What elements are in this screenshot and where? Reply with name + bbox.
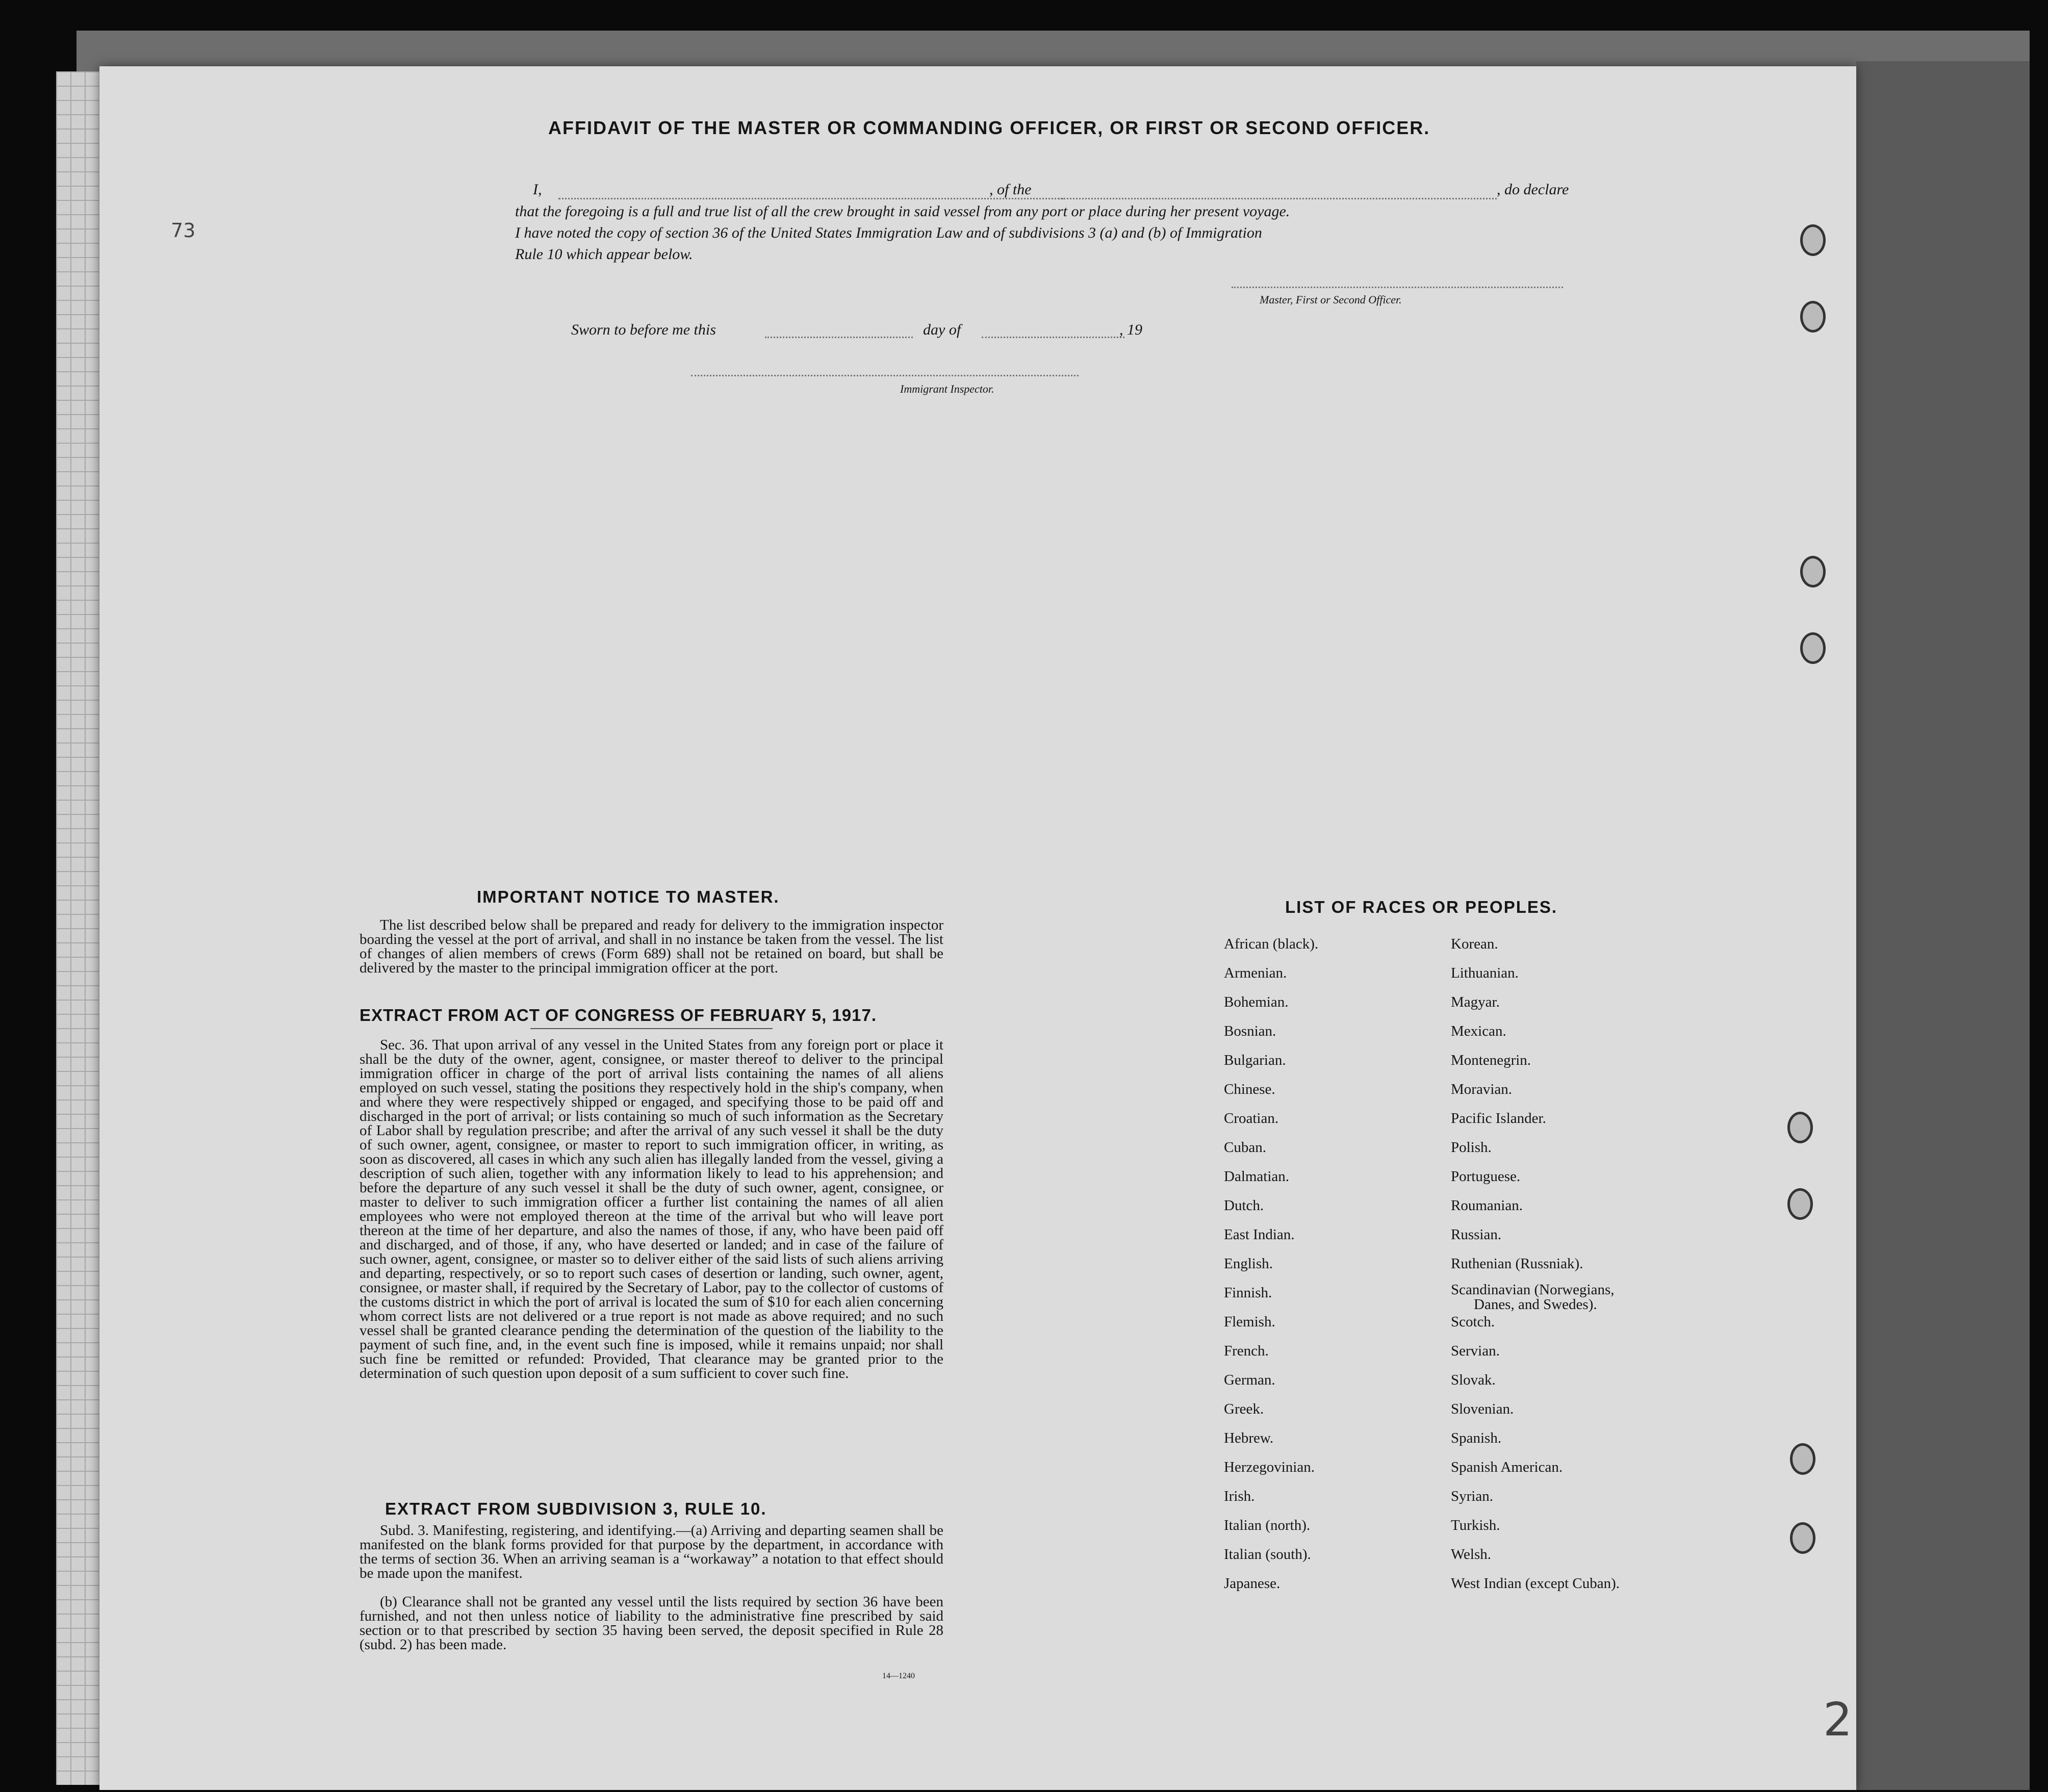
race-item: Armenian. [1224,965,1287,981]
race-item: Bulgarian. [1224,1052,1286,1068]
race-item: French. [1224,1343,1269,1359]
race-item: Croatian. [1224,1110,1279,1127]
signature-label: Master, First or Second Officer. [1260,293,1402,306]
race-item: Roumanian. [1451,1197,1523,1214]
race-item: African (black). [1224,936,1319,952]
affidavit-title: AFFIDAVIT OF THE MASTER OR COMMANDING OFFICER, OR FIRST OR SECOND OFFICER. [548,117,1430,138]
race-item: Hebrew. [1224,1430,1274,1446]
race-item: Syrian. [1451,1488,1493,1504]
day-of-text: day of [923,321,961,338]
race-item: West Indian (except Cuban). [1451,1575,1620,1592]
race-item: Korean. [1451,936,1498,952]
punch-hole [1800,632,1826,664]
act-rule [530,1028,773,1029]
notice-text: The list described below shall be prepared and ready for delivery to the immigration inspector boarding the vessel at the port of arrival, and shall in no instance be taken from the vessel. The list of changes of alien members of crews (Form 689) shall not be retained on board, but shall be delivered by the master to the principal immigration officer at the port. [360,917,943,976]
race-item: Slovak. [1451,1372,1496,1388]
manifest-page [99,66,1856,1790]
race-item: Greek. [1224,1401,1264,1417]
race-item: Ruthenian (Russniak). [1451,1256,1583,1272]
affidavit-line-4: Rule 10 which appear below. [515,246,693,263]
notice-title: IMPORTANT NOTICE TO MASTER. [477,887,780,906]
affidavit-of-the: , of the [989,181,1032,198]
race-item: Mexican. [1451,1023,1506,1039]
race-item: Italian (north). [1224,1517,1311,1533]
rule-para-a: Subd. 3. Manifesting, registering, and identifying.—(a) Arriving and departing seamen shall be manifested on the blank forms provided for that purpose by the department, in accordance with the terms of section 36. When an arriving seaman is a “workaway” a notation to that effect should be made upon the manifest. [360,1522,943,1581]
act-text: Sec. 36. That upon arrival of any vessel in the United States from any foreign port or place it shall be the duty of the owner, agent, consignee, or master thereof to deliver to the principal immigration officer in charge of the port of arrival lists containing the names of all aliens employed on such vessel, stating the positions they respectively hold in the ship's company, when and where they were respectively shipped or engaged, and specifying those to be paid off and discharged in the port of arrival; or lists containing so much of such information as the Secretary of Labor shall by regulation prescribe; and after the arrival of any such vessel it shall be the duty of such owner, agent, consignee, or master to report to such immigration officer, in writing, as soon as discovered, all cases in which any such alien has illegally landed from the vessel, giving a description of such alien, together with any information likely to lead to his apprehension; and before the departure of any such vessel it shall be the duty of such owner, agent, consignee, or master to deliver to such immigration officer a further list containing the names of all alien employees who were not employed thereon at the time of the arrival but who will leave port thereon at the time of her departure, and also the names of those, if any, who have been paid off and discharged, and of those, if any, who have deserted or landed; and in case of the failure of such owner, agent, consignee, or master so to deliver either of the said lists of such aliens arriving and departing, respectively, or so to report such cases of desertion or landing, such owner, agent, consignee, or master shall, if required by the Secretary of Labor, pay to the collector of customs of the customs district in which the port of arrival is located the sum of $10 for each alien concerning whom correct lists are not delivered or a true report is not made as above required; and no such vessel shall be granted clearance pending the determination of the question of the liability to the payment of such fine, and, in the event such fine is imposed, while it remains unpaid; nor shall such fine be remitted or refunded: Provided, That clearance may be granted prior to the determination of such question upon deposit of a sum sufficient to cover such fine. [360,1037,943,1381]
name-blank [558,198,1063,199]
race-item: Russian. [1451,1226,1502,1243]
year-text: , 19 [1119,321,1142,338]
race-item: Montenegrin. [1451,1052,1531,1068]
punch-hole [1787,1188,1813,1220]
race-item: Moravian. [1451,1081,1512,1097]
sworn-text: Sworn to before me this [571,321,716,338]
race-item: Polish. [1451,1139,1492,1156]
back-page-strip [1856,61,2030,1790]
race-item-continuation: Danes, and Swedes). [1474,1296,1597,1313]
race-item: English. [1224,1256,1273,1272]
punch-hole [1800,301,1826,332]
form-number: 14—1240 [882,1672,915,1680]
race-item: Chinese. [1224,1081,1275,1097]
affidavit-do-declare: , do declare [1497,181,1569,198]
month-blank [982,337,1124,338]
race-item: Dutch. [1224,1197,1264,1214]
race-item: German. [1224,1372,1275,1388]
race-item: Italian (south). [1224,1546,1311,1563]
race-item: Scotch. [1451,1314,1495,1330]
race-item: Dalmatian. [1224,1168,1290,1185]
race-item: Portuguese. [1451,1168,1521,1185]
sworn-day-blank [765,337,913,338]
pencil-mark-left: 73 [171,219,196,242]
races-title: LIST OF RACES OR PEOPLES. [1285,898,1558,916]
race-item: Lithuanian. [1451,965,1519,981]
signature-line [1232,287,1563,288]
rule-title: EXTRACT FROM SUBDIVISION 3, RULE 10. [385,1499,767,1518]
race-item: Pacific Islander. [1451,1110,1546,1127]
race-item: Irish. [1224,1488,1255,1504]
punch-hole [1800,224,1826,256]
race-item: Finnish. [1224,1285,1272,1301]
affidavit-i: I, [533,181,542,198]
graph-paper-strip [56,71,102,1785]
race-item: Spanish. [1451,1430,1502,1446]
pencil-mark-bottom-right: 2 [1823,1693,1853,1747]
race-item: Slovenian. [1451,1401,1514,1417]
race-item: Herzegovinian. [1224,1459,1315,1475]
race-item: Scandinavian (Norwegians, [1451,1282,1615,1298]
inspector-signature-line [691,375,1079,376]
affidavit-line-2: that the foregoing is a full and true list of all the crew brought in said vessel from any port or place during her present voyage. [515,203,1290,220]
punch-hole [1787,1112,1813,1143]
race-item: Bohemian. [1224,994,1289,1010]
race-item: Turkish. [1451,1517,1500,1533]
race-item: Welsh. [1451,1546,1492,1563]
race-item: Servian. [1451,1343,1500,1359]
punch-hole [1790,1443,1815,1475]
race-item: Flemish. [1224,1314,1275,1330]
race-item: Japanese. [1224,1575,1281,1592]
rule-para-b: (b) Clearance shall not be granted any vessel until the lists required by section 36 have been furnished, and not then unless notice of liability to the administrative fine prescribed by said section or to that prescribed by section 35 having been served, the deposit specified in Rule 28 (subd. 2) has been made. [360,1594,943,1653]
affidavit-line-3: I have noted the copy of section 36 of the United States Immigration Law and of subdivisions 3 (a) and (b) of Immigration [515,224,1262,241]
inspector-label: Immigrant Inspector. [900,382,994,395]
race-item: Magyar. [1451,994,1500,1010]
race-item: Cuban. [1224,1139,1266,1156]
race-item: Spanish American. [1451,1459,1563,1475]
punch-hole [1800,556,1826,587]
act-title: EXTRACT FROM ACT OF CONGRESS OF FEBRUARY 5, 1917. [360,1006,877,1025]
race-item: Bosnian. [1224,1023,1276,1039]
race-item: East Indian. [1224,1226,1295,1243]
punch-hole [1790,1522,1815,1554]
vessel-blank [1058,198,1497,199]
